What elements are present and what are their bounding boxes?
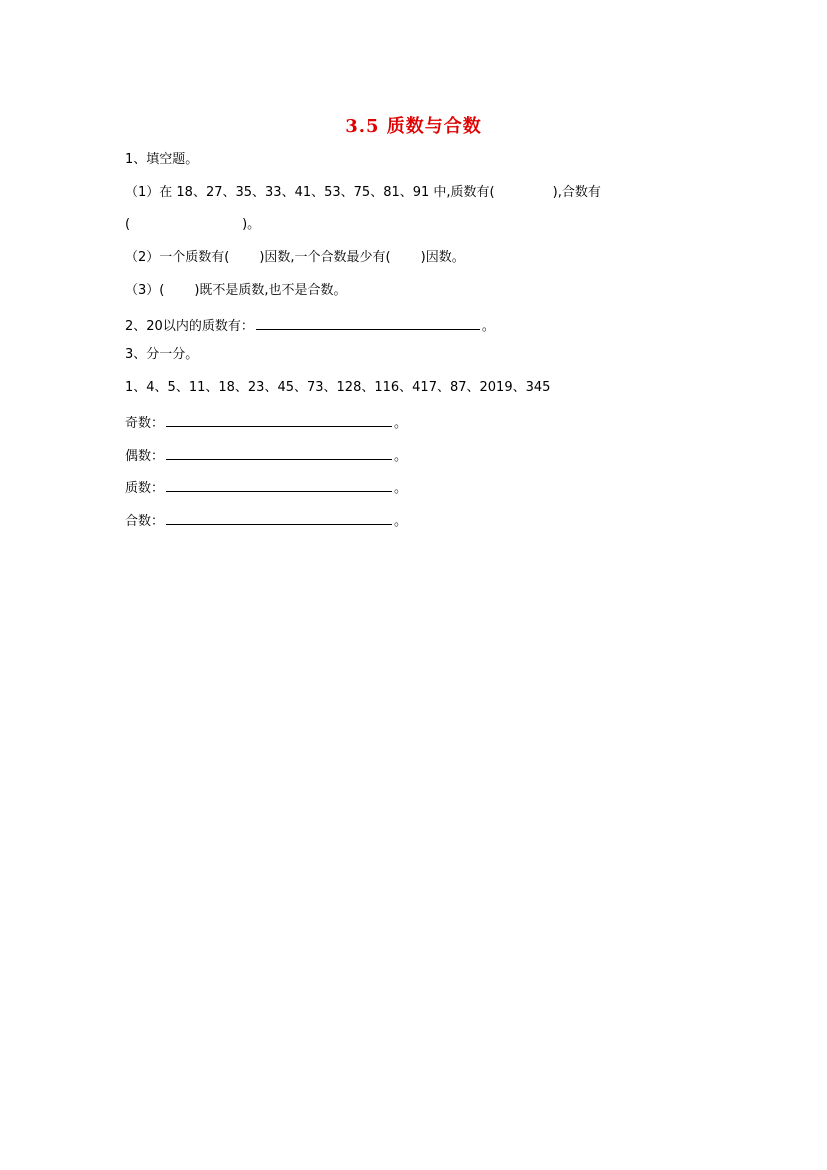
q1-p1-text-d: )。 [242,217,261,232]
prime-label: 质数： [125,481,165,496]
page-title: 3.5 质数与合数 [345,116,482,137]
composite-answer-line[interactable] [166,510,392,525]
q1-p1-text-a: （1）在 18、27、35、33、41、53、75、81、91 中,质数有( [125,185,495,200]
even-answer-line[interactable] [166,445,392,460]
question-1-part-1-continued [125,217,260,233]
q1-p2-text-a: （2）一个质数有( [125,250,230,265]
q1-p1-text-c: ( [125,217,131,232]
q1-p3-text-b: )既不是质数,也不是合数。 [194,283,347,298]
even-label: 偶数： [125,449,165,464]
q1-p1-text-b: ),合数有 [552,185,601,200]
odd-answer-line[interactable] [166,412,392,427]
composite-row [125,510,407,530]
question-1-part-3 [125,283,347,299]
odd-row [125,412,407,432]
prime-answer-line[interactable] [166,477,392,492]
odd-label: 奇数： [125,416,165,431]
odd-end: 。 [394,416,408,431]
question-1-part-2 [125,250,465,266]
question-2 [125,315,495,335]
q1-p2-text-c: )因数。 [420,250,465,265]
composite-end: 。 [394,514,408,529]
prime-row [125,477,407,497]
even-row [125,445,407,465]
question-3-heading: 3、分一分。 [125,347,199,362]
composite-label: 合数： [125,514,165,529]
q2-label: 2、20以内的质数有： [125,319,254,334]
q2-end: 。 [481,319,495,334]
question-1-part-1 [125,185,601,201]
q1-p3-text-a: （3）( [125,283,165,298]
even-end: 。 [394,449,408,464]
question-1-heading: 1、填空题。 [125,152,199,167]
prime-end: 。 [394,481,408,496]
question-3-numbers: 1、4、5、11、18、23、45、73、128、116、417、87、2019、345 [125,380,551,395]
q1-p2-text-b: )因数,一个合数最少有( [259,250,391,265]
q2-answer-line[interactable] [256,315,480,330]
